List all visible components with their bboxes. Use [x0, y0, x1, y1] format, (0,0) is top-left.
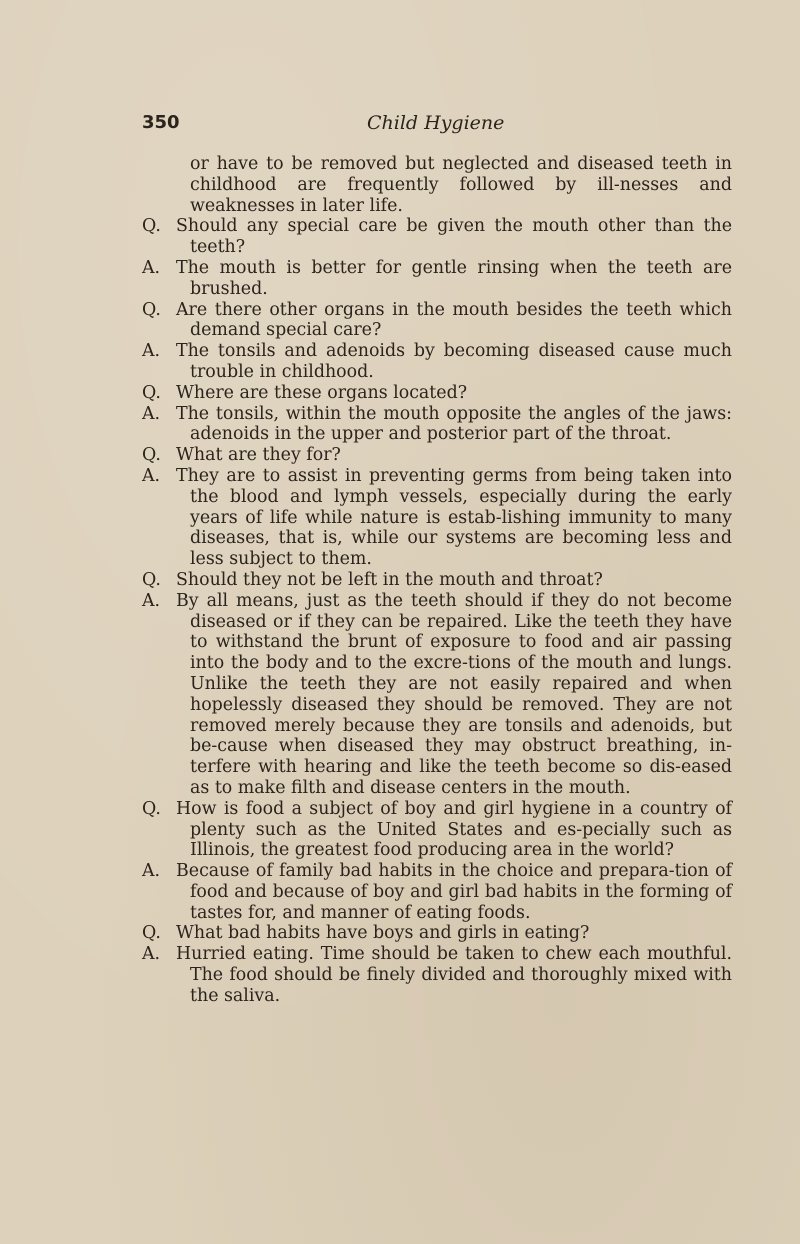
qa-text-body [142, 154, 732, 1007]
running-title: Child Hygiene [367, 112, 505, 134]
question-text: What bad habits have boys and girls in eating? [176, 923, 590, 944]
question-text: Are there other organs in the mouth besides the teeth which demand special care? [176, 299, 732, 341]
answer-marker: A. [142, 257, 161, 278]
question-text: Should any special care be given the mouth other than the teeth? [176, 216, 732, 258]
answer-text: By all means, just as the teeth should if they do not become diseased or if they can be repaired. Like the teeth they have to withstand the brunt of exposure to food and air passing into the body and to the excre-tions of the mouth and lungs. Unlike the teeth they are not easily repaired and when hopelessly diseased they should be removed. They are not removed merely because they are tonsils and adenoids, but be-cause when diseased they may obstruct breathing, in-terfere with hearing and like the teeth become so dis-eased as to make filth and disease centers in the mouth. [176, 590, 732, 798]
question-marker: Q. [142, 923, 161, 944]
page-header [142, 112, 762, 142]
question-marker: Q. [142, 569, 161, 590]
answer-entry [142, 944, 732, 1006]
answer-marker: A. [142, 403, 161, 424]
page-number: 350 [142, 112, 180, 133]
question-marker: Q. [142, 382, 161, 403]
answer-marker: A. [142, 861, 161, 882]
question-text: Where are these organs located? [176, 382, 468, 403]
question-entry [142, 383, 732, 404]
answer-text: Because of family bad habits in the choice and prepara-tion of food and because of boy and girl bad habits in the forming of tastes for, and manner of eating foods. [176, 861, 732, 923]
answer-marker: A. [142, 341, 161, 362]
question-marker: Q. [142, 445, 161, 466]
question-entry [142, 216, 732, 258]
question-entry [142, 923, 732, 944]
answer-text: The tonsils, within the mouth opposite the angles of the jaws: adenoids in the upper and posterior part of the throat. [176, 403, 732, 445]
continued-paragraph [142, 154, 732, 216]
question-text: How is food a subject of boy and girl hygiene in a country of plenty such as the United States and es-pecially such as Illinois, the greatest food producing area in the world? [176, 798, 732, 861]
answer-entry [142, 404, 732, 446]
question-entry [142, 445, 732, 466]
question-marker: Q. [142, 216, 161, 237]
question-marker: Q. [142, 798, 161, 819]
answer-text: Hurried eating. Time should be taken to chew each mouthful. The food should be finely divided and thoroughly mixed with the saliva. [176, 944, 732, 1006]
answer-entry [142, 258, 732, 300]
answer-entry [142, 591, 732, 799]
question-marker: Q. [142, 299, 161, 320]
answer-marker: A. [142, 590, 161, 611]
question-entry [142, 570, 732, 591]
paragraph-text: or have to be removed but neglected and diseased teeth in childhood are frequently followed by ill-nesses and weaknesses in later life. [190, 154, 732, 216]
question-entry [142, 799, 732, 861]
question-text: What are they for? [176, 445, 341, 466]
answer-text: They are to assist in preventing germs from being taken into the blood and lymph vessels, especially during the early years of life while nature is estab-lishing immunity to many diseases, that is, while our systems are becoming less and less subject to them. [176, 465, 732, 570]
answer-entry [142, 466, 732, 570]
answer-text: The tonsils and adenoids by becoming diseased cause much trouble in childhood. [176, 341, 732, 382]
answer-marker: A. [142, 465, 161, 486]
answer-entry [142, 861, 732, 923]
answer-entry [142, 341, 732, 383]
question-entry [142, 300, 732, 342]
answer-text: The mouth is better for gentle rinsing when the teeth are brushed. [176, 257, 732, 299]
answer-marker: A. [142, 944, 161, 965]
question-text: Should they not be left in the mouth and throat? [176, 569, 603, 590]
